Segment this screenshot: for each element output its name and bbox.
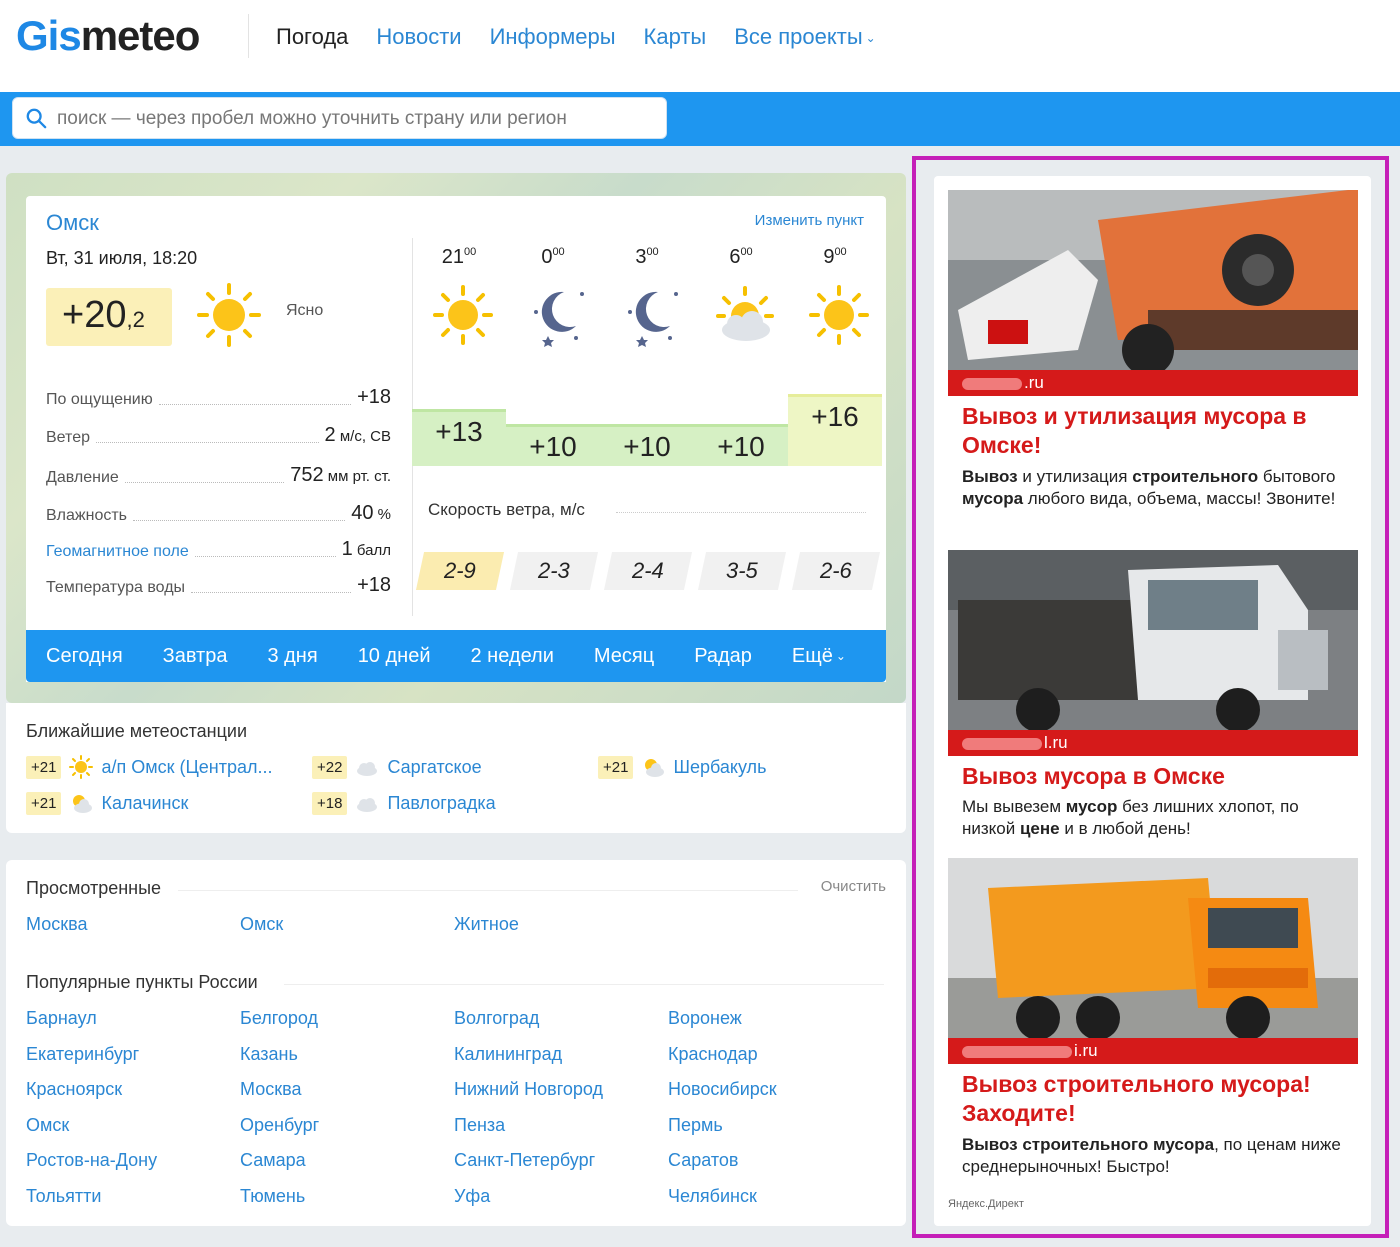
popular-city[interactable]: Калининград bbox=[454, 1043, 563, 1064]
forecast-hour: $21^{00}$ bbox=[441, 246, 477, 268]
popular-city[interactable]: Саратов bbox=[668, 1150, 739, 1170]
popular-city[interactable]: Пермь bbox=[668, 1114, 723, 1135]
popular-city[interactable]: Омск bbox=[26, 1114, 70, 1135]
ad-text: Вывоз строительного мусора, по ценам ниже среднерыночных! Быстро! bbox=[962, 1135, 1341, 1176]
main-nav bbox=[276, 24, 876, 50]
sun-cloud-icon bbox=[641, 755, 665, 779]
tab-more[interactable]: Ещё ⌄ bbox=[791, 644, 846, 667]
moon-icon bbox=[524, 282, 590, 348]
popular-city[interactable]: Волгоград bbox=[454, 1008, 540, 1028]
chevron-down-icon: ⌄ bbox=[865, 31, 876, 46]
change-location-link[interactable]: Изменить пункт bbox=[754, 212, 864, 229]
popular-city[interactable]: Казань bbox=[240, 1043, 298, 1064]
detail-pressure: Давление 752 мм рт. ст. bbox=[46, 464, 391, 486]
geomagnetic-link[interactable]: Геомагнитное поле bbox=[46, 543, 189, 560]
search-icon bbox=[25, 107, 47, 129]
ad-title[interactable]: Вывоз строительного мусора! Заходите! bbox=[962, 1071, 1311, 1126]
ad-text: Вывоз и утилизация строительного бытового мусора любого вида, объема, массы! Звоните! bbox=[962, 467, 1336, 508]
sun-icon bbox=[196, 282, 262, 348]
popular-city[interactable]: Екатеринбург bbox=[26, 1043, 140, 1064]
popular-city[interactable]: Барнаул bbox=[26, 1008, 97, 1028]
weather-card bbox=[26, 196, 886, 682]
popular-city[interactable]: Новосибирск bbox=[668, 1079, 777, 1099]
detail-geomagnetic: Геомагнитное поле 1 балл bbox=[46, 538, 391, 560]
forecast-temp: +10 bbox=[506, 424, 600, 466]
viewed-city[interactable]: Москва bbox=[26, 914, 88, 934]
tab-radar[interactable]: Радар bbox=[694, 644, 752, 667]
forecast-wind: 2-3 bbox=[510, 552, 598, 590]
forecast-temp: +10 bbox=[694, 424, 788, 466]
popular-city[interactable]: Оренбург bbox=[240, 1114, 320, 1135]
tab-2-weeks[interactable]: 2 недели bbox=[470, 644, 554, 667]
ad-block bbox=[934, 176, 1371, 1226]
truck-loader-image bbox=[948, 190, 1358, 370]
popular-city[interactable]: Челябинск bbox=[668, 1185, 757, 1206]
chevron-down-icon: ⌄ bbox=[835, 649, 846, 664]
ad-domain: .ru bbox=[948, 370, 1358, 396]
station-item[interactable]: +21 Шербакуль bbox=[598, 755, 766, 779]
nav-news[interactable]: Новости bbox=[376, 24, 462, 49]
nav-informers[interactable]: Информеры bbox=[489, 24, 616, 49]
detail-wind: Ветер 2 м/с, СВ bbox=[46, 424, 391, 446]
detail-feels-like: По ощущению +18 bbox=[46, 386, 391, 408]
forecast-tabs bbox=[26, 630, 886, 682]
ad-block-highlight bbox=[912, 156, 1389, 1238]
cloud-icon bbox=[355, 791, 379, 815]
dump-truck-image bbox=[948, 858, 1358, 1038]
forecast-hour: $3^{00}$ bbox=[635, 246, 659, 268]
condition-text: Ясно bbox=[286, 302, 324, 319]
logo[interactable]: Gismeteo bbox=[16, 12, 200, 59]
popular-city[interactable]: Воронеж bbox=[668, 1008, 742, 1028]
sun-icon bbox=[69, 755, 93, 779]
forecast-wind: 2-4 bbox=[604, 552, 692, 590]
forecast-hour: $0^{00}$ bbox=[541, 246, 565, 268]
popular-city[interactable]: Белгород bbox=[240, 1008, 319, 1028]
city-name: Омск bbox=[46, 210, 99, 235]
current-datetime: Вт, 31 июля, 18:20 bbox=[46, 248, 198, 268]
station-item[interactable]: +21 Калачинск bbox=[26, 791, 188, 815]
stations-title: Ближайшие метеостанции bbox=[26, 721, 248, 741]
sun-icon bbox=[806, 282, 872, 348]
detail-water-temp: Температура воды +18 bbox=[46, 574, 391, 596]
popular-city[interactable]: Пенза bbox=[454, 1114, 506, 1135]
detail-humidity: Влажность 40 % bbox=[46, 502, 391, 524]
moon-icon bbox=[618, 282, 684, 348]
forecast-temp: +13 bbox=[412, 409, 506, 466]
viewed-city[interactable]: Омск bbox=[240, 914, 284, 934]
nearby-stations bbox=[6, 703, 906, 833]
ad-domain: l.ru bbox=[948, 730, 1358, 756]
popular-city[interactable]: Краснодар bbox=[668, 1043, 758, 1064]
station-item[interactable]: +21 а/п Омск (Централ... bbox=[26, 755, 273, 779]
popular-city[interactable]: Москва bbox=[240, 1079, 302, 1099]
popular-city[interactable]: Тольятти bbox=[26, 1185, 102, 1206]
forecast-hour: $6^{00}$ bbox=[729, 246, 753, 268]
viewed-title: Просмотренные bbox=[26, 878, 162, 898]
tab-3-days[interactable]: 3 дня bbox=[267, 644, 318, 667]
forecast-wind: 2-6 bbox=[792, 552, 880, 590]
popular-city[interactable]: Нижний Новгород bbox=[454, 1079, 604, 1099]
popular-city[interactable]: Уфа bbox=[454, 1185, 491, 1206]
station-item[interactable]: +22 Саргатское bbox=[312, 755, 482, 779]
sun-cloud-icon bbox=[69, 791, 93, 815]
forecast-temp: +10 bbox=[600, 424, 694, 466]
nav-all-projects[interactable]: Все проекты ⌄ bbox=[734, 24, 876, 49]
popular-city[interactable]: Ростов-на-Дону bbox=[26, 1150, 158, 1170]
forecast-hour: $9^{00}$ bbox=[823, 246, 847, 268]
yandex-direct-label[interactable]: Яндекс.Директ bbox=[948, 1198, 1024, 1210]
popular-city[interactable]: Тюмень bbox=[240, 1185, 306, 1206]
tab-month[interactable]: Месяц bbox=[593, 644, 655, 667]
forecast-wind: 3-5 bbox=[698, 552, 786, 590]
tab-10-days[interactable]: 10 дней bbox=[357, 644, 431, 667]
current-temperature: +20,2 bbox=[46, 288, 172, 346]
nav-weather[interactable]: Погода bbox=[276, 24, 349, 49]
station-item[interactable]: +18 Павлоградка bbox=[312, 791, 496, 815]
clear-viewed-button[interactable]: Очистить bbox=[820, 878, 886, 895]
tab-tomorrow[interactable]: Завтра bbox=[162, 644, 228, 667]
ad-title[interactable]: Вывоз и утилизация мусора в Омске! bbox=[962, 403, 1307, 458]
tab-today[interactable]: Сегодня bbox=[46, 644, 123, 667]
forecast-wind: 2-9 bbox=[416, 552, 504, 590]
popular-title: Популярные пункты России bbox=[26, 972, 258, 992]
site-header bbox=[0, 0, 1400, 92]
popular-city[interactable]: Самара bbox=[240, 1150, 306, 1170]
cloud-icon bbox=[355, 755, 379, 779]
ad-text: Мы вывезем мусор без лишних хлопот, по низкой цене и в любой день! bbox=[962, 797, 1299, 838]
viewed-city[interactable]: Житное bbox=[454, 914, 519, 934]
cities-panel bbox=[6, 860, 906, 1226]
ad-title[interactable]: Вывоз мусора в Омске bbox=[962, 763, 1225, 789]
wind-speed-label: Скорость ветра, м/с bbox=[428, 500, 585, 519]
popular-city[interactable]: Красноярск bbox=[26, 1079, 123, 1099]
ad-domain: i.ru bbox=[948, 1038, 1358, 1064]
search-bar bbox=[0, 92, 1400, 146]
header-divider bbox=[248, 14, 249, 58]
sun-cloud-icon bbox=[712, 282, 778, 348]
truck-image bbox=[948, 550, 1358, 730]
search-input[interactable] bbox=[57, 104, 657, 134]
search-box bbox=[12, 97, 667, 139]
forecast-temp: +16 bbox=[788, 394, 882, 466]
sun-icon bbox=[430, 282, 496, 348]
nav-maps[interactable]: Карты bbox=[643, 24, 707, 49]
popular-city[interactable]: Санкт-Петербург bbox=[454, 1150, 596, 1170]
